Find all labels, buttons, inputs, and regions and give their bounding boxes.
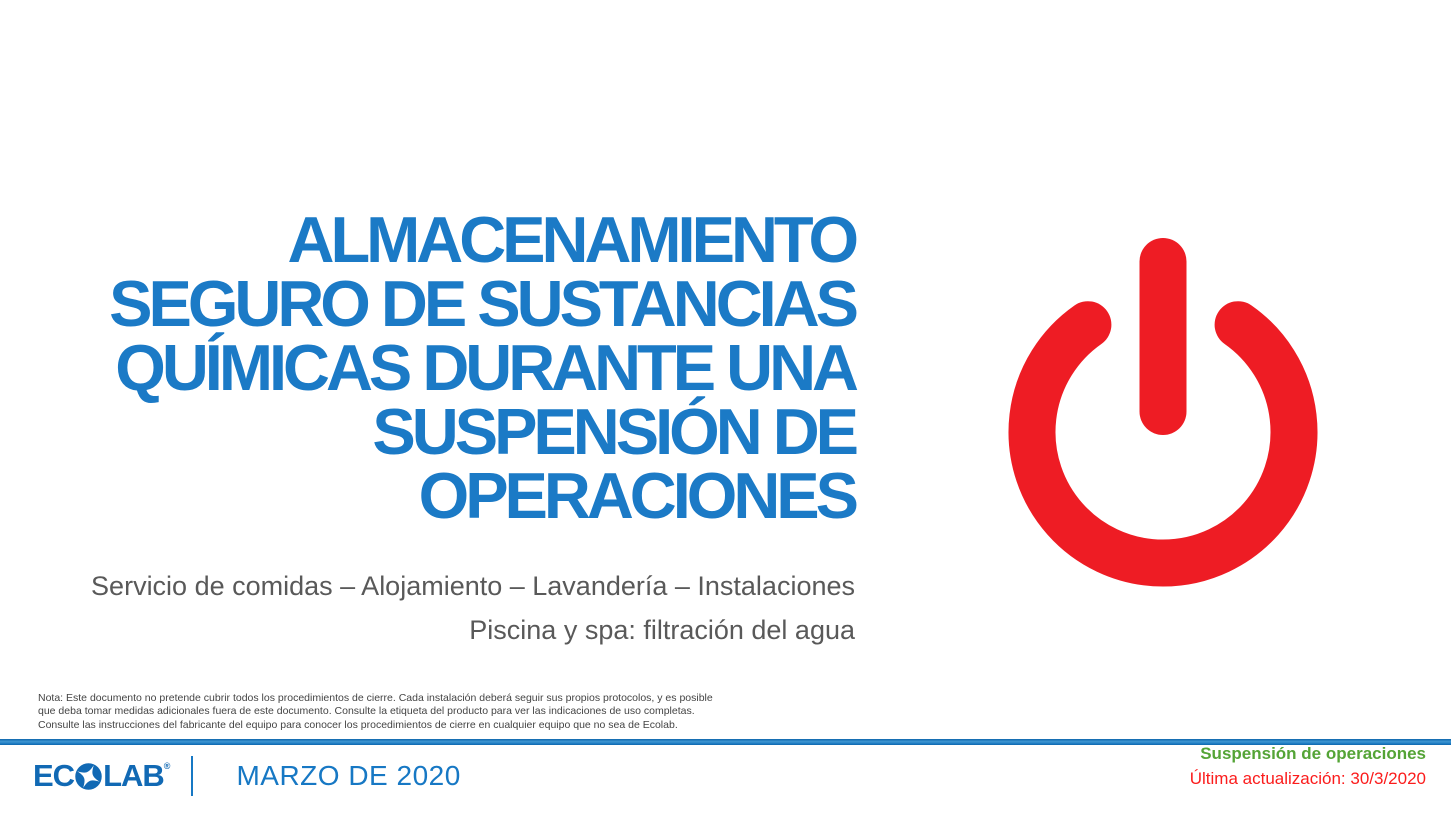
footer-right [1190,741,1426,791]
power-icon [1003,232,1323,592]
title-line-3: QUÍMICAS DURANTE UNA [115,331,855,404]
title-line-2: SEGURO DE SUSTANCIAS [109,267,855,340]
title-line-4: SUSPENSIÓN DE [372,395,855,468]
footer-divider [191,756,193,796]
ecolab-logo [33,758,170,794]
subtitle-line-2: Piscina y spa: filtración del agua [469,615,855,645]
title-line-1: ALMACENAMIENTO [287,203,855,276]
note-line-3: Consulte las instrucciones del fabricante del equipo para conocer los procedimientos de cierre en cualquier equipo que no sea de Ecolab. [38,718,678,731]
slide-title [60,203,855,532]
title-line-5: OPERACIONES [418,459,855,532]
status-title: Suspensión de operaciones [1200,744,1426,763]
slide-subtitle [38,564,855,652]
registered-mark: ® [163,761,171,771]
note-line-1: Nota: Este documento no pretende cubrir todos los procedimientos de cierre. Cada instalación deberá seguir sus propios protocolos, y es posible [38,692,713,704]
note-line-2: que deba tomar medidas adicionales fuera de este documento. Consulte la etiqueta del producto para ver las indicaciones de uso completas. [38,705,695,718]
disclaimer-note [38,692,713,732]
footer-left [33,756,461,796]
last-updated-label: Última actualización: 30/3/2020 [1189,769,1426,788]
date-label: MARZO DE 2020 [236,760,461,791]
logo-text-prefix: EC [33,758,75,793]
ecolab-globe-icon [75,763,102,790]
subtitle-line-1: Servicio de comidas – Alojamiento – Lavandería – Instalaciones [91,571,855,601]
logo-text-suffix: LAB [103,758,164,793]
